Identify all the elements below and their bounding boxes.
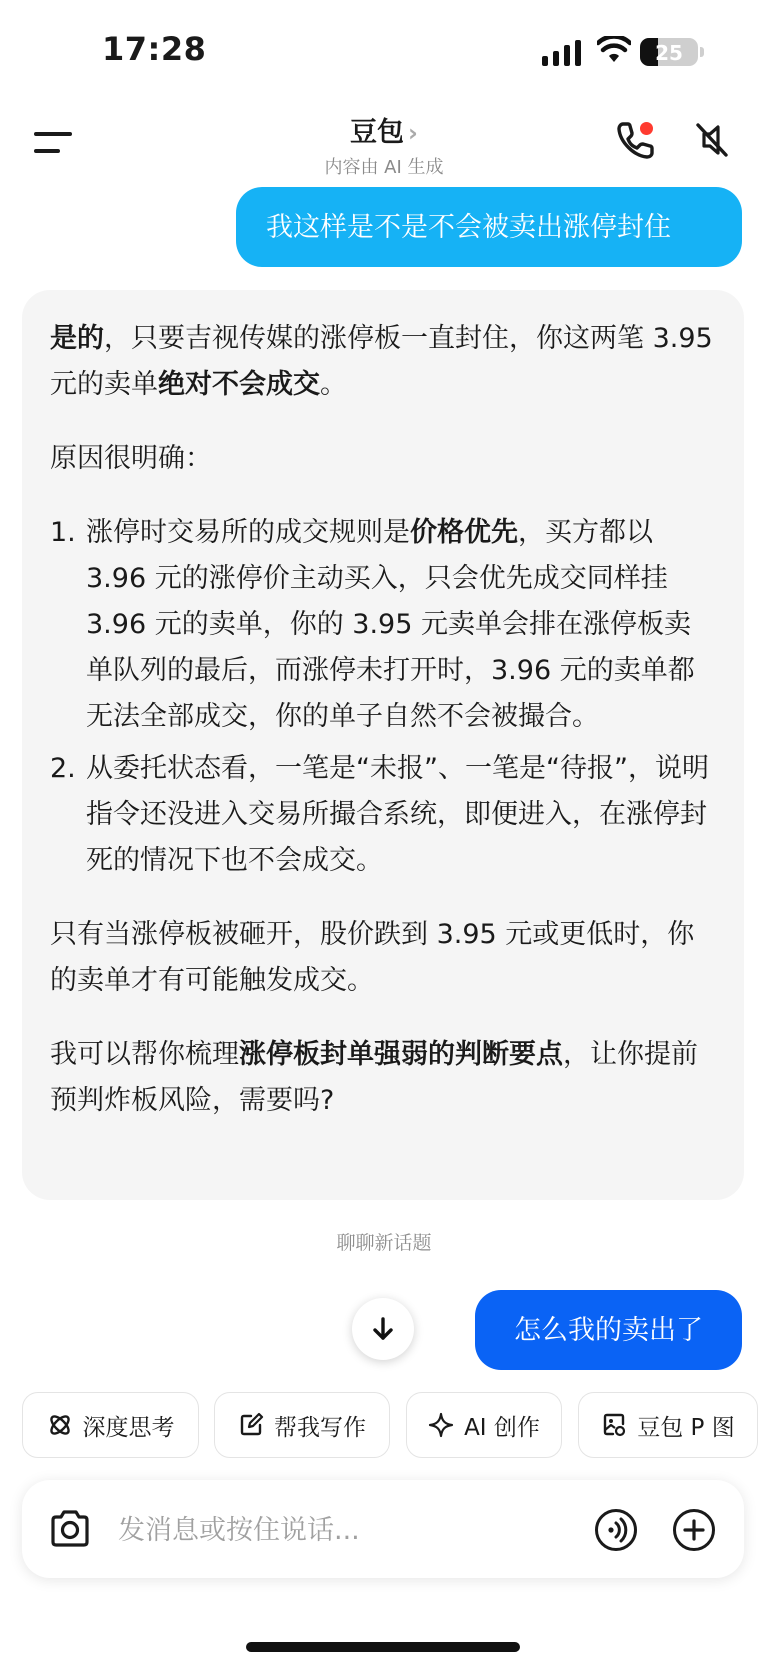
ai-generated-notice: 内容由 AI 生成 (324, 157, 444, 178)
bold-text: 涨停板封单强弱的判断要点 (239, 1039, 563, 1070)
bot-title-text: 豆包 (350, 117, 405, 148)
home-indicator (246, 1642, 520, 1652)
chip-ai-create[interactable] (406, 1392, 562, 1458)
user-message-text: 怎么我的卖出了 (514, 1314, 703, 1346)
user-message[interactable] (475, 1290, 742, 1370)
reply-text: ，让你提前预判炸板风险，需要吗? (50, 1039, 698, 1116)
chip-label: AI 创作 (464, 1414, 540, 1441)
user-message-text: 我这样是不是不会被卖出涨停封住 (266, 211, 671, 243)
chip-image-edit[interactable] (578, 1392, 758, 1458)
reply-text: 。 (320, 369, 347, 400)
sparkle-icon (428, 1412, 454, 1438)
user-message[interactable] (236, 187, 742, 267)
battery-nub (700, 47, 704, 57)
scroll-to-bottom-button[interactable] (352, 1298, 414, 1360)
quick-actions (0, 1392, 768, 1458)
image-edit-icon (601, 1412, 627, 1438)
reply-text: ，买方都以 3.96 元的涨停价主动买入，只会优先成交同样挂 3.96 元的卖单，你的 3.95 元卖单会排在涨停板卖单队列的最后，而涨停未打开时，3.96 元的卖单都无法全部成交，你的单子自然不会被撮合。 (86, 517, 695, 732)
chip-label: 深度思考 (82, 1414, 175, 1441)
list-item (50, 746, 716, 884)
message-composer (22, 1480, 744, 1578)
bold-text: 是的 (50, 323, 104, 354)
deep-think-icon (47, 1412, 73, 1438)
chip-label: 帮我写作 (274, 1414, 366, 1441)
chat-header (0, 100, 768, 180)
reply-text: 我可以帮你梳理 (50, 1039, 239, 1070)
reply-paragraph: 只有当涨停板被砸开，股价跌到 3.95 元或更低时，你的卖单才有可能触发成交。 (50, 919, 695, 996)
plus-icon[interactable] (672, 1508, 716, 1552)
chip-label: 豆包 P 图 (637, 1414, 735, 1441)
chip-deep-think[interactable] (22, 1392, 199, 1458)
chip-writing[interactable] (214, 1392, 390, 1458)
list-number: 2. (50, 753, 76, 784)
message-input[interactable] (118, 1510, 518, 1550)
reply-paragraph: 原因很明确： (50, 443, 212, 474)
new-topic-link[interactable]: 聊聊新话题 (336, 1232, 432, 1254)
reply-text: 涨停时交易所的成交规则是 (86, 517, 410, 548)
reply-text: ，只要吉视传媒的涨停板一直封住，你这两笔 3.95 元的卖单 (50, 323, 713, 400)
reply-text: 从委托状态看，一笔是“未报”、一笔是“待报”，说明指令还没进入交易所撮合系统，即便进入，在涨停封死的情况下也不会成交。 (86, 753, 709, 876)
notification-dot (640, 122, 653, 135)
battery-level: 25 (655, 41, 683, 65)
voice-call-icon[interactable] (594, 1508, 638, 1552)
wifi-icon (597, 36, 631, 64)
edit-icon (238, 1412, 264, 1438)
cellular-signal-icon (542, 40, 582, 66)
reply-paragraph (50, 316, 716, 408)
reply-paragraph (50, 1032, 716, 1124)
arrow-down-icon (369, 1315, 397, 1343)
bold-text: 绝对不会成交 (158, 369, 320, 400)
camera-icon[interactable] (48, 1508, 92, 1550)
reply-list (50, 510, 716, 884)
status-bar (0, 0, 768, 100)
bold-text: 价格优先 (410, 517, 518, 548)
status-time: 17:28 (102, 30, 207, 68)
battery-icon (640, 38, 698, 66)
chevron-right-icon: › (408, 119, 418, 147)
list-number: 1. (50, 517, 76, 548)
list-item (50, 510, 716, 740)
speaker-muted-icon[interactable] (692, 120, 732, 160)
ai-reply[interactable] (22, 290, 744, 1200)
